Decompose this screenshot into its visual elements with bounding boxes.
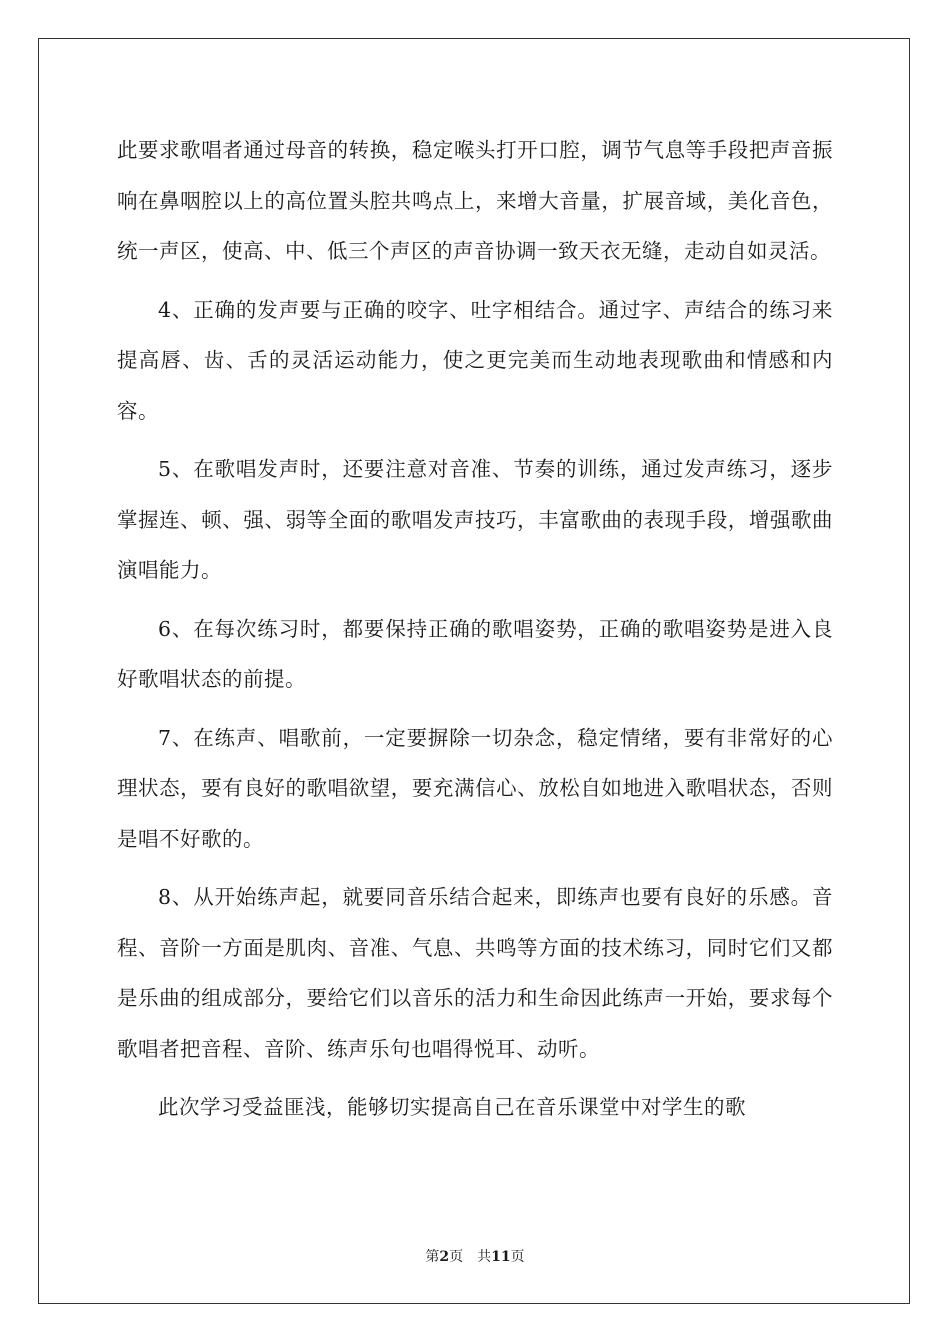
total-prefix: 共	[477, 1249, 492, 1265]
paragraph: 此次学习受益匪浅，能够切实提高自己在音乐课堂中对学生的歌	[158, 1095, 746, 1119]
page-prefix: 第	[425, 1249, 440, 1265]
paragraph: 6、在每次练习时，都要保持正确的歌唱姿势，正确的歌唱姿势是进入良好歌唱状态的前提。	[117, 616, 833, 691]
total-page-number: 11	[491, 1249, 511, 1265]
paragraph: 4、正确的发声要与正确的咬字、吐字相结合。通过字、声结合的练习来提高唇、齿、舌的灵活运动能力，使之更完美而生动地表现歌曲和情感和内容。	[117, 297, 833, 423]
page-suffix: 页	[449, 1249, 464, 1265]
paragraph: 7、在练声、唱歌前，一定要摒除一切杂念，稳定情绪，要有非常好的心理状态，要有良好的歌唱欲望，要充满信心、放松自如地进入歌唱状态，否则是唱不好歌的。	[117, 725, 833, 851]
paragraph: 5、在歌唱发声时，还要注意对音准、节奏的训练，通过发声练习，逐步掌握连、顿、强、弱等全面的歌唱发声技巧，丰富歌曲的表现手段，增强歌曲演唱能力。	[117, 457, 833, 582]
current-page-number: 2	[439, 1249, 450, 1265]
document-body	[117, 125, 833, 1141]
total-suffix: 页	[510, 1249, 525, 1265]
paragraph: 此要求歌唱者通过母音的转换，稳定喉头打开口腔，调节气息等手段把声音振响在鼻咽腔以上的高位置头腔共鸣点上，来增大音量，扩展音域，美化音色，统一声区，使高、中、低三个声区的声音协调一致天衣无缝，走动自如灵活。	[117, 138, 833, 263]
page-footer	[0, 1246, 950, 1266]
paragraph: 8、从开始练声起，就要同音乐结合起来，即练声也要有良好的乐感。音程、音阶一方面是肌肉、音准、气息、共鸣等方面的技术练习，同时它们又都是乐曲的组成部分，要给它们以音乐的活力和生命因此练声一开始，要求每个歌唱者把音程、音阶、练声乐句也唱得悦耳、动听。	[117, 885, 833, 1061]
